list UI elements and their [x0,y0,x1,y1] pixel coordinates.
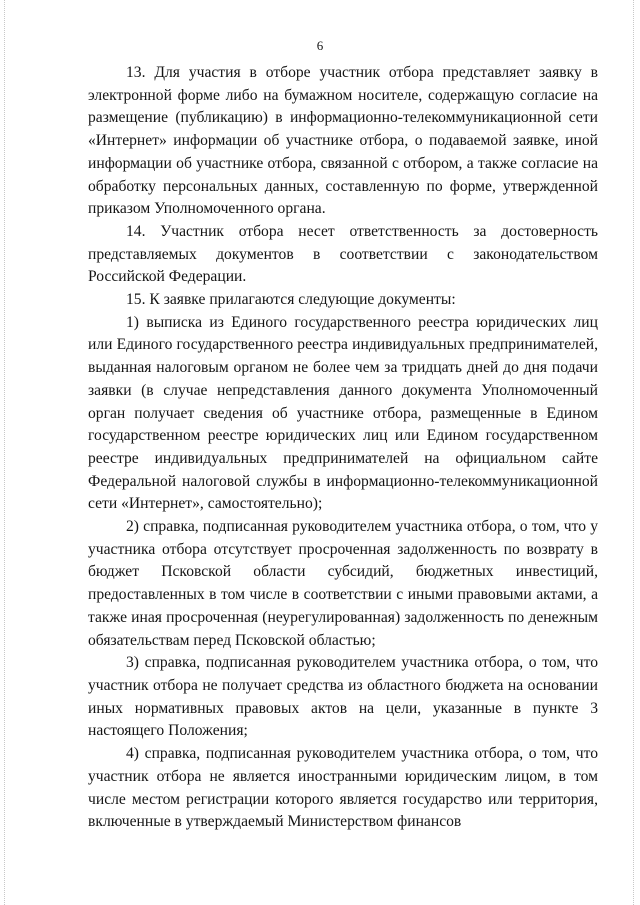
scan-edge-right [633,0,634,905]
list-item-3: 3) справка, подписанная руководителем участника отбора, о том, что участник отбора не получает средства из областного бюджета на основании иных нормативных правовых актов на цели, указанные в пункте 3 настоящего Положения; [88,654,598,740]
paragraph-14: 14. Участник отбора несет ответственность за достоверность представляемых документов в соответствии с законодательством Российской Федерации. [88,222,598,286]
list-item-4: 4) справка, подписанная руководителем участника отбора, о том, что участник отбора не является иностранными юридическим лицом, в том числе местом регистрации которого является государство или территория, включенные в утверждаемый Министерством финансов [88,745,598,831]
scan-edge-left [4,0,5,905]
page-number: 6 [316,38,324,53]
paragraph-15: 15. К заявке прилагаются следующие документы: [126,291,456,309]
list-item-1: 1) выписка из Единого государственного реестра юридических лиц или Единого государственного реестра индивидуальных предпринимателей, выданная налоговым органом не более чем за тридцать дней до дня подачи заявки (в случае непредставления данного документа Уполномоченный орган получает сведения об участнике отбора, размещенные в Едином государственном реестре юридических лиц или Едином государственном реестре индивидуальных предпринимателей на официальном сайте Федеральной налоговой службы в информационно-телекоммуникационной сети «Интернет», самостоятельно); [88,313,598,513]
list-item-2: 2) справка, подписанная руководителем участника отбора, о том, что у участника отбора отсутствует просроченная задолженность по возврату в бюджет Псковской области субсидий, бюджетных инвестиций, предоставленных в том числе в соответствии с иными правовыми актами, а также иная просроченная (неурегулированная) задолженность по денежным обязательствам перед Псковской областью; [88,518,598,649]
document-body [88,62,598,834]
paragraph-13: 13. Для участия в отборе участник отбора представляет заявку в электронной форме либо на бумажном носителе, содержащую согласие на размещение (публикацию) в информационно-телекоммуникационной сети «Интернет» информации об участнике отбора, о подаваемой заявке, иной информации об участнике отбора, связанной с отбором, а также согласие на обработку персональных данных, составленную по форме, утвержденной приказом Уполномоченного органа. [88,64,598,218]
